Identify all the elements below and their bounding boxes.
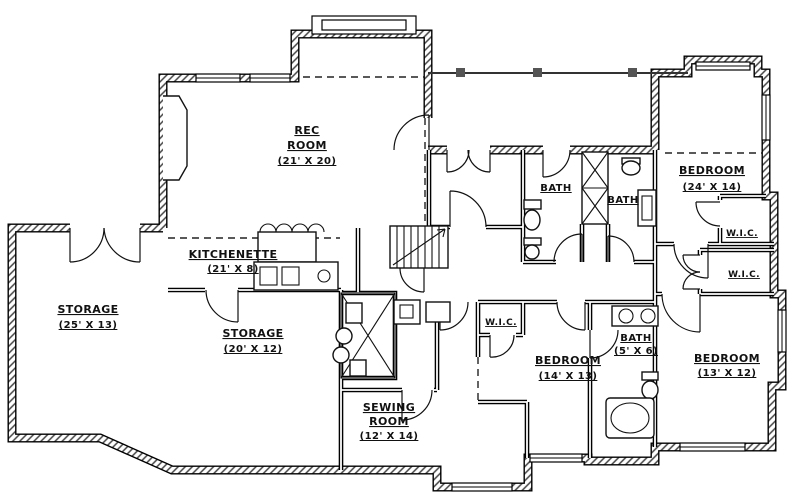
door bbox=[206, 290, 238, 322]
svg-text:ROOM: ROOM bbox=[287, 139, 327, 152]
window bbox=[680, 443, 745, 451]
door bbox=[450, 191, 486, 227]
door bbox=[557, 302, 585, 330]
window bbox=[196, 74, 240, 82]
window bbox=[778, 310, 786, 352]
svg-text:BEDROOM: BEDROOM bbox=[694, 352, 760, 365]
water-softener bbox=[333, 347, 349, 363]
unfinished-area-wall bbox=[428, 68, 688, 77]
sink bbox=[525, 245, 539, 259]
double-door bbox=[683, 255, 700, 289]
bath-upper-left-label: BATH bbox=[540, 183, 572, 194]
bath-upper-right-label: BATH bbox=[607, 195, 639, 206]
double-door bbox=[447, 150, 490, 172]
bathtub bbox=[606, 398, 654, 438]
staircase bbox=[390, 226, 448, 268]
toilet bbox=[642, 381, 658, 399]
sewing-room-label bbox=[360, 401, 419, 442]
svg-text:SEWING: SEWING bbox=[362, 401, 416, 414]
shower-column bbox=[582, 152, 608, 224]
door bbox=[696, 202, 720, 226]
toilet bbox=[524, 210, 540, 230]
vanity bbox=[638, 190, 656, 226]
bath-upper-left-fixtures bbox=[524, 200, 541, 259]
toilet-tank bbox=[524, 200, 541, 209]
toilet-tank bbox=[642, 372, 658, 380]
door bbox=[543, 150, 570, 177]
door bbox=[608, 236, 634, 262]
svg-text:BEDROOM: BEDROOM bbox=[679, 164, 745, 177]
window bbox=[762, 95, 770, 140]
storage-left-label bbox=[57, 303, 118, 331]
bath-upper-right-fixtures bbox=[622, 158, 656, 226]
svg-text:(20' X 12): (20' X 12) bbox=[223, 344, 283, 355]
bedroom-bottom-right-label bbox=[694, 352, 760, 379]
svg-text:(25' X 13): (25' X 13) bbox=[58, 320, 118, 331]
svg-text:REC: REC bbox=[294, 124, 320, 137]
sink bbox=[622, 161, 640, 175]
wic-small-label: W.I.C. bbox=[485, 318, 517, 328]
double-door bbox=[70, 228, 140, 262]
wic-mid-label: W.I.C. bbox=[728, 270, 760, 280]
laundry-fixtures bbox=[394, 300, 450, 324]
fireplace bbox=[163, 96, 187, 180]
column-tick bbox=[533, 68, 542, 77]
rec-room-label bbox=[278, 124, 337, 167]
svg-text:ROOM: ROOM bbox=[369, 415, 409, 428]
door bbox=[662, 294, 700, 332]
svg-text:(5' X 6): (5' X 6) bbox=[614, 346, 658, 357]
window bbox=[452, 483, 512, 491]
door bbox=[554, 234, 582, 262]
window bbox=[250, 74, 290, 82]
svg-text:(12' X 14): (12' X 14) bbox=[359, 431, 419, 442]
svg-text:(13' X 12): (13' X 12) bbox=[697, 368, 757, 379]
bedroom-top-right-label bbox=[679, 164, 745, 193]
bath-bottom-fixtures bbox=[606, 306, 658, 438]
svg-text:(21' X 8): (21' X 8) bbox=[207, 264, 259, 275]
svg-text:STORAGE: STORAGE bbox=[57, 303, 119, 316]
svg-text:KITCHENETTE: KITCHENETTE bbox=[188, 248, 278, 261]
door bbox=[400, 268, 424, 292]
svg-text:STORAGE: STORAGE bbox=[222, 327, 284, 340]
svg-text:(24' X 14): (24' X 14) bbox=[682, 182, 742, 193]
water-heater bbox=[336, 328, 352, 344]
column-tick bbox=[628, 68, 637, 77]
column-tick bbox=[456, 68, 465, 77]
svg-text:(21' X 20): (21' X 20) bbox=[277, 156, 337, 167]
svg-text:BEDROOM: BEDROOM bbox=[535, 354, 601, 367]
door bbox=[394, 115, 429, 150]
wic-top-label: W.I.C. bbox=[726, 229, 758, 239]
svg-text:BATH: BATH bbox=[620, 333, 652, 344]
window bbox=[696, 62, 750, 70]
storage-mid-label bbox=[222, 327, 283, 355]
bath-bottom-label bbox=[614, 333, 658, 357]
svg-text:(14' X 13): (14' X 13) bbox=[538, 371, 598, 382]
window bbox=[530, 454, 582, 462]
door bbox=[490, 335, 514, 357]
bay-window bbox=[312, 16, 416, 34]
